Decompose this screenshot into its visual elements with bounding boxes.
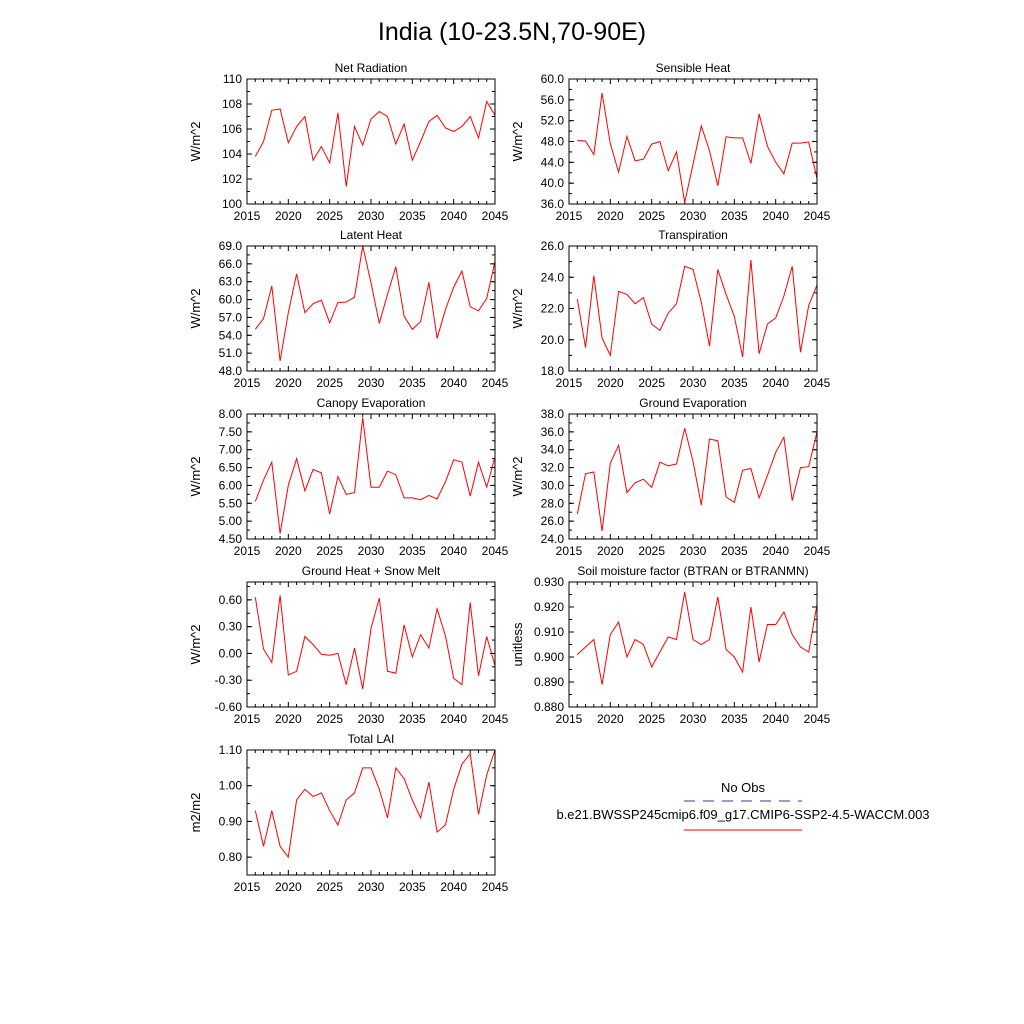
- panel-total-lai-ytick-label: 1.00: [218, 778, 242, 793]
- panel-soil-moisture-factor-btran-or-btranmn-xtick-label: 2030: [679, 712, 707, 726]
- panel-ground-heat-snow-melt-series-line: [255, 595, 495, 689]
- panel-ground-evaporation-xtick-label: 2025: [638, 544, 666, 558]
- panel-net-radiation-ylabel: W/m^2: [188, 121, 203, 162]
- panel-canopy-evaporation-ytick-label: 4.50: [218, 532, 242, 546]
- panel-sensible-heat-series-line: [577, 93, 817, 202]
- panel-soil-moisture-factor-btran-or-btranmn-ytick-label: 0.890: [533, 675, 564, 689]
- panel-transpiration-title: Transpiration: [658, 228, 728, 242]
- panel-ground-heat-snow-melt-xtick-label: 2025: [316, 712, 344, 726]
- panel-transpiration: [510, 228, 831, 390]
- panel-soil-moisture-factor-btran-or-btranmn-xtick-label: 2035: [720, 712, 748, 726]
- panel-net-radiation-ytick-label: 102: [221, 172, 242, 186]
- panel-net-radiation-xtick-label: 2045: [481, 209, 509, 223]
- panel-net-radiation-ytick-label: 106: [221, 122, 242, 136]
- panel-transpiration-xtick-label: 2030: [679, 376, 707, 390]
- panel-soil-moisture-factor-btran-or-btranmn-xtick-label: 2040: [762, 712, 790, 726]
- panel-net-radiation-frame: [247, 79, 495, 204]
- panel-ground-evaporation-ytick-label: 34.0: [540, 442, 564, 457]
- panel-sensible-heat-ytick-label: 48.0: [540, 134, 564, 149]
- panel-sensible-heat-ytick-label: 40.0: [540, 176, 564, 191]
- panel-ground-heat-snow-melt-frame: [247, 582, 495, 707]
- panel-total-lai-xtick-label: 2020: [274, 880, 302, 894]
- panel-latent-heat-xtick-label: 2040: [440, 376, 468, 390]
- panel-ground-evaporation-series-line: [577, 428, 817, 531]
- panel-transpiration-ytick-label: 26.0: [540, 239, 564, 253]
- panel-sensible-heat-xtick-label: 2020: [596, 209, 624, 223]
- panel-latent-heat-ytick-label: 69.0: [218, 239, 242, 253]
- panel-latent-heat-ytick-label: 60.0: [218, 292, 242, 307]
- panel-total-lai-series-line: [255, 750, 495, 857]
- panel-net-radiation-ytick-label: 100: [221, 197, 242, 211]
- panel-total-lai-ytick-label: 0.80: [218, 850, 242, 865]
- panel-soil-moisture-factor-btran-or-btranmn-ytick-label: 0.900: [533, 650, 564, 664]
- panel-canopy-evaporation-xtick-label: 2040: [440, 544, 468, 558]
- panel-soil-moisture-factor-btran-or-btranmn-ytick-label: 0.880: [533, 700, 564, 714]
- panel-net-radiation-ytick-label: 108: [221, 97, 242, 111]
- panel-ground-heat-snow-melt-ytick-label: 0.30: [218, 619, 242, 634]
- panel-latent-heat-series-line: [255, 246, 495, 361]
- panel-ground-evaporation-xtick-label: 2030: [679, 544, 707, 558]
- panel-soil-moisture-factor-btran-or-btranmn-xtick-label: 2025: [638, 712, 666, 726]
- panel-net-radiation-xtick-label: 2035: [398, 209, 426, 223]
- panel-total-lai: [188, 732, 509, 894]
- panel-total-lai-ylabel: m2/m2: [188, 792, 203, 833]
- panel-sensible-heat-xtick-label: 2030: [679, 209, 707, 223]
- panel-transpiration-series-line: [577, 260, 817, 357]
- panel-total-lai-xtick-label: 2035: [398, 880, 426, 894]
- panel-soil-moisture-factor-btran-or-btranmn-xtick-label: 2015: [555, 712, 583, 726]
- panel-ground-evaporation-xtick-label: 2020: [596, 544, 624, 558]
- panel-transpiration-xtick-label: 2035: [720, 376, 748, 390]
- panel-soil-moisture-factor-btran-or-btranmn-ytick-label: 0.920: [533, 600, 564, 614]
- panel-canopy-evaporation-ytick-label: 6.00: [218, 478, 242, 493]
- panel-ground-evaporation-xtick-label: 2015: [555, 544, 583, 558]
- panel-transpiration-ytick-label: 22.0: [540, 301, 564, 316]
- panel-canopy-evaporation-ytick-label: 7.50: [218, 424, 242, 439]
- panel-latent-heat: [188, 228, 509, 390]
- panel-net-radiation-title: Net Radiation: [334, 61, 408, 75]
- panel-ground-heat-snow-melt-title: Ground Heat + Snow Melt: [301, 564, 441, 578]
- panel-total-lai-xtick-label: 2030: [357, 880, 385, 894]
- panel-canopy-evaporation-ytick-label: 8.00: [218, 407, 242, 421]
- panel-canopy-evaporation: [188, 396, 509, 558]
- panel-transpiration-ylabel: W/m^2: [510, 288, 525, 329]
- panel-ground-evaporation-ytick-label: 24.0: [540, 532, 564, 546]
- legend-case-label: b.e21.BWSSP245cmip6.f09_g17.CMIP6-SSP2-4.5-WACCM.003: [556, 807, 930, 822]
- panel-ground-heat-snow-melt-xtick-label: 2015: [233, 712, 261, 726]
- panel-transpiration-xtick-label: 2015: [555, 376, 583, 390]
- panel-sensible-heat-title: Sensible Heat: [655, 61, 731, 75]
- panel-sensible-heat-xtick-label: 2015: [555, 209, 583, 223]
- panel-transpiration-xtick-label: 2020: [596, 376, 624, 390]
- panel-sensible-heat-frame: [569, 79, 817, 204]
- panel-net-radiation-xtick-label: 2040: [440, 209, 468, 223]
- panel-ground-heat-snow-melt-ytick-label: -0.60: [214, 700, 242, 714]
- panel-soil-moisture-factor-btran-or-btranmn-xtick-label: 2045: [803, 712, 831, 726]
- panel-latent-heat-frame: [247, 246, 495, 371]
- panel-latent-heat-xtick-label: 2025: [316, 376, 344, 390]
- panel-sensible-heat-ytick-label: 36.0: [540, 197, 564, 211]
- panel-latent-heat-xtick-label: 2015: [233, 376, 261, 390]
- panel-canopy-evaporation-series-line: [255, 418, 495, 534]
- panel-total-lai-xtick-label: 2045: [481, 880, 509, 894]
- panel-canopy-evaporation-xtick-label: 2015: [233, 544, 261, 558]
- panel-ground-evaporation-ytick-label: 36.0: [540, 424, 564, 439]
- panel-net-radiation-ytick-label: 110: [222, 72, 242, 86]
- panel-net-radiation-series-line: [255, 102, 495, 187]
- panel-latent-heat-ytick-label: 48.0: [218, 364, 242, 378]
- panel-ground-heat-snow-melt: [188, 564, 509, 726]
- panel-sensible-heat-xtick-label: 2025: [638, 209, 666, 223]
- panel-canopy-evaporation-frame: [247, 414, 495, 539]
- panel-ground-heat-snow-melt-ylabel: W/m^2: [188, 624, 203, 665]
- panel-total-lai-xtick-label: 2040: [440, 880, 468, 894]
- panel-transpiration-xtick-label: 2040: [762, 376, 790, 390]
- legend: [556, 780, 929, 830]
- panel-soil-moisture-factor-btran-or-btranmn-ytick-label: 0.910: [533, 625, 564, 639]
- panel-soil-moisture-factor-btran-or-btranmn-ytick-label: 0.930: [533, 575, 564, 589]
- panel-canopy-evaporation-ytick-label: 5.00: [218, 514, 242, 529]
- panel-canopy-evaporation-ylabel: W/m^2: [188, 456, 203, 497]
- panel-ground-evaporation-title: Ground Evaporation: [639, 396, 747, 410]
- panel-total-lai-xtick-label: 2015: [233, 880, 261, 894]
- panel-ground-evaporation-ytick-label: 38.0: [540, 407, 564, 421]
- panel-transpiration-xtick-label: 2025: [638, 376, 666, 390]
- panel-latent-heat-ylabel: W/m^2: [188, 288, 203, 329]
- panel-ground-heat-snow-melt-ytick-label: 0.60: [218, 592, 242, 607]
- panel-ground-evaporation-ytick-label: 28.0: [540, 496, 564, 511]
- panel-net-radiation: [188, 61, 509, 223]
- panel-soil-moisture-factor-btran-or-btranmn-series-line: [577, 592, 817, 685]
- panel-sensible-heat-xtick-label: 2040: [762, 209, 790, 223]
- panel-net-radiation-xtick-label: 2020: [274, 209, 302, 223]
- panel-ground-heat-snow-melt-ytick-label: 0.00: [218, 646, 242, 661]
- panel-transpiration-frame: [569, 246, 817, 371]
- panel-latent-heat-xtick-label: 2020: [274, 376, 302, 390]
- panel-latent-heat-title: Latent Heat: [339, 228, 403, 242]
- panel-sensible-heat-ytick-label: 44.0: [540, 155, 564, 170]
- panel-net-radiation-xtick-label: 2015: [233, 209, 261, 223]
- panel-canopy-evaporation-ytick-label: 5.50: [218, 496, 242, 511]
- panel-total-lai-ytick-label: 0.90: [218, 814, 242, 829]
- panel-ground-heat-snow-melt-xtick-label: 2020: [274, 712, 302, 726]
- panel-sensible-heat-ylabel: W/m^2: [510, 121, 525, 162]
- panel-latent-heat-ytick-label: 63.0: [218, 274, 242, 289]
- panel-ground-evaporation-xtick-label: 2045: [803, 544, 831, 558]
- panel-ground-evaporation-ytick-label: 32.0: [540, 460, 564, 475]
- panel-net-radiation-ytick-label: 104: [221, 147, 242, 161]
- panel-ground-heat-snow-melt-xtick-label: 2035: [398, 712, 426, 726]
- panel-ground-evaporation-ylabel: W/m^2: [510, 456, 525, 497]
- panel-transpiration-xtick-label: 2045: [803, 376, 831, 390]
- panel-sensible-heat-ytick-label: 56.0: [540, 92, 564, 107]
- panel-latent-heat-xtick-label: 2045: [481, 376, 509, 390]
- panel-latent-heat-ytick-label: 54.0: [218, 328, 242, 343]
- panel-latent-heat-xtick-label: 2035: [398, 376, 426, 390]
- panel-soil-moisture-factor-btran-or-btranmn: [510, 564, 831, 726]
- panel-ground-evaporation: [510, 396, 831, 558]
- panel-transpiration-ytick-label: 20.0: [540, 332, 564, 347]
- panel-transpiration-ytick-label: 18.0: [540, 364, 564, 378]
- panel-sensible-heat-ytick-label: 52.0: [540, 113, 564, 128]
- panel-transpiration-ytick-label: 24.0: [540, 270, 564, 285]
- panel-ground-heat-snow-melt-xtick-label: 2030: [357, 712, 385, 726]
- panels-group: [188, 61, 831, 894]
- panel-ground-heat-snow-melt-xtick-label: 2040: [440, 712, 468, 726]
- panel-canopy-evaporation-xtick-label: 2035: [398, 544, 426, 558]
- panel-net-radiation-xtick-label: 2030: [357, 209, 385, 223]
- figure-title: India (10-23.5N,70-90E): [377, 18, 647, 46]
- panel-sensible-heat-ytick-label: 60.0: [540, 72, 564, 86]
- panel-latent-heat-ytick-label: 57.0: [218, 310, 242, 325]
- panel-ground-evaporation-xtick-label: 2040: [762, 544, 790, 558]
- panel-canopy-evaporation-title: Canopy Evaporation: [316, 396, 426, 410]
- panel-ground-evaporation-ytick-label: 30.0: [540, 478, 564, 493]
- panel-canopy-evaporation-ytick-label: 6.50: [218, 460, 242, 475]
- panel-canopy-evaporation-xtick-label: 2045: [481, 544, 509, 558]
- panel-soil-moisture-factor-btran-or-btranmn-title: Soil moisture factor (BTRAN or BTRANMN): [577, 564, 809, 578]
- panel-ground-evaporation-ytick-label: 26.0: [540, 514, 564, 529]
- panel-canopy-evaporation-xtick-label: 2025: [316, 544, 344, 558]
- panel-net-radiation-xtick-label: 2025: [316, 209, 344, 223]
- panel-ground-heat-snow-melt-ytick-label: -0.30: [214, 673, 242, 688]
- panel-canopy-evaporation-ytick-label: 7.00: [218, 442, 242, 457]
- panel-canopy-evaporation-xtick-label: 2030: [357, 544, 385, 558]
- panel-latent-heat-xtick-label: 2030: [357, 376, 385, 390]
- panel-soil-moisture-factor-btran-or-btranmn-frame: [569, 582, 817, 707]
- panel-soil-moisture-factor-btran-or-btranmn-ylabel: unitless: [510, 622, 525, 667]
- panel-sensible-heat-xtick-label: 2045: [803, 209, 831, 223]
- panel-latent-heat-ytick-label: 51.0: [218, 346, 242, 361]
- legend-obs-label: No Obs: [720, 780, 766, 795]
- panel-sensible-heat: [510, 61, 831, 223]
- panel-soil-moisture-factor-btran-or-btranmn-xtick-label: 2020: [596, 712, 624, 726]
- panel-total-lai-title: Total LAI: [347, 732, 395, 746]
- panel-total-lai-xtick-label: 2025: [316, 880, 344, 894]
- panel-canopy-evaporation-xtick-label: 2020: [274, 544, 302, 558]
- panel-latent-heat-ytick-label: 66.0: [218, 256, 242, 271]
- panel-ground-evaporation-frame: [569, 414, 817, 539]
- panel-sensible-heat-xtick-label: 2035: [720, 209, 748, 223]
- panel-total-lai-ytick-label: 1.10: [218, 743, 242, 757]
- panel-ground-heat-snow-melt-xtick-label: 2045: [481, 712, 509, 726]
- panel-ground-evaporation-xtick-label: 2035: [720, 544, 748, 558]
